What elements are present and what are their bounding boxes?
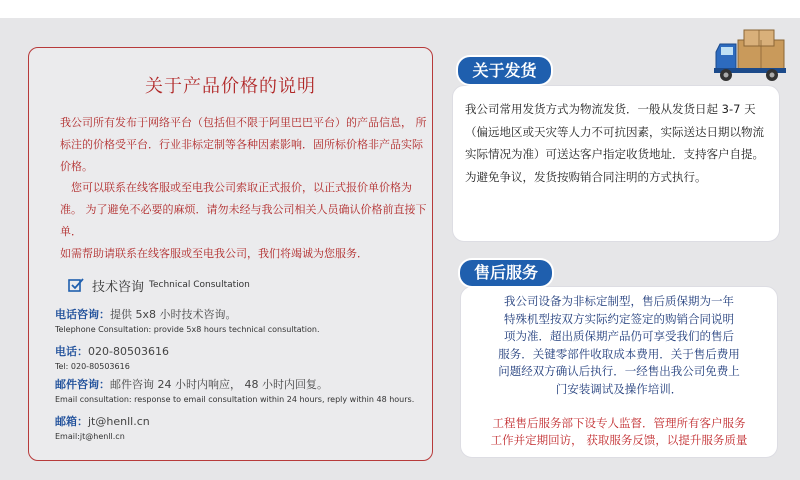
shipping-paragraph: 为避免争议，发货按购销合同注明的方式执行。 [465,169,707,184]
contact-en: Email consultation: response to email consultation within 24 hours, reply within 48 hours. [55,395,415,404]
contact-label: 电话： [55,345,88,358]
contact-en: Telephone Consultation: provide 5x8 hours technical consultation. [55,325,320,334]
price-notice-paragraph: 我公司所有发布于网络平台（包括但不限于阿里巴巴平台）的产品信息， 所标注的价格受平台．行业非标定制等各种因素影响．固所标价格非产品实际价格。 [60,116,427,173]
contact-value[interactable]: 020-80503616 [88,345,169,358]
contact-label: 电话咨询： [55,308,110,321]
tech-consult-header [68,276,250,294]
price-notice-body [60,112,430,265]
tech-consult-title-en: Technical Consultation [149,280,250,290]
after-sales-line: 特殊机型按双方实际约定签定的购销合同说明 [504,311,734,326]
shipping-paragraph: 我公司常用发货方式为物流发货．一般从发货日起 3-7 天（偏远地区或天灾等人力不可抗因素，实际送达日期以物流实际情况为准）可送达客户指定收货地址．支持客户自提。 [465,102,764,161]
price-notice-paragraph: 如需帮助请联系在线客服或至电我公司，我们将竭诚为您服务． [60,246,368,260]
contact-email-consult [55,376,435,404]
after-sales-line: 服务．关键零部件收取成本费用．关于售后费用 [498,346,740,361]
shipping-body [465,98,767,188]
tech-consult-title: 技术咨询 [92,279,145,295]
after-sales-line: 我公司设备为非标定制型，售后质保期为一年 [504,294,734,308]
contact-value[interactable]: jt@henll.cn [88,415,150,428]
checkbox-pen-icon [68,278,84,292]
after-sales-line: 项为准．超出质保期产品仍可享受我们的售后 [504,329,734,343]
shipping-tab: 关于发货 [458,57,551,84]
price-notice-title: 关于产品价格的说明 [145,76,316,97]
after-sales-body [461,293,777,398]
shipping-box [452,85,780,242]
contact-en: Email:jt@henll.cn [55,432,125,441]
price-notice-paragraph: 您可以联系在线客服或至电我公司索取正式报价，以正式报价单价格为准。 为了避免不必要的麻烦．请勿未经与我公司相关人员确认价格前直接下单． [60,181,427,238]
after-sales-note-line: 工程售后服务部下设专人监督．管理所有客户服务 [492,416,746,430]
after-sales-box [460,286,778,458]
contact-phone-consult [55,306,435,334]
after-sales-line: 门安装调试及操作培训． [555,381,683,396]
contact-value: 邮件咨询 24 小时内响应， 48 小时内回复。 [110,378,328,391]
top-band [0,0,800,18]
price-notice-panel [28,47,433,461]
after-sales-line: 问题经双方确认后执行．一经售出我公司免费上 [498,364,740,378]
contact-phone [55,343,435,371]
delivery-truck-icon [712,26,788,84]
contact-label: 邮件咨询： [55,378,110,391]
contact-label: 邮箱： [55,415,88,428]
after-sales-note [461,415,777,449]
after-sales-note-line: 工作并定期回访， 获取服务反馈，以提升服务质量 [490,433,748,447]
contact-value: 提供 5x8 小时技术咨询。 [110,308,237,321]
after-sales-tab: 售后服务 [460,260,552,286]
contact-email [55,413,435,441]
contact-en: Tel: 020-80503616 [55,362,130,371]
